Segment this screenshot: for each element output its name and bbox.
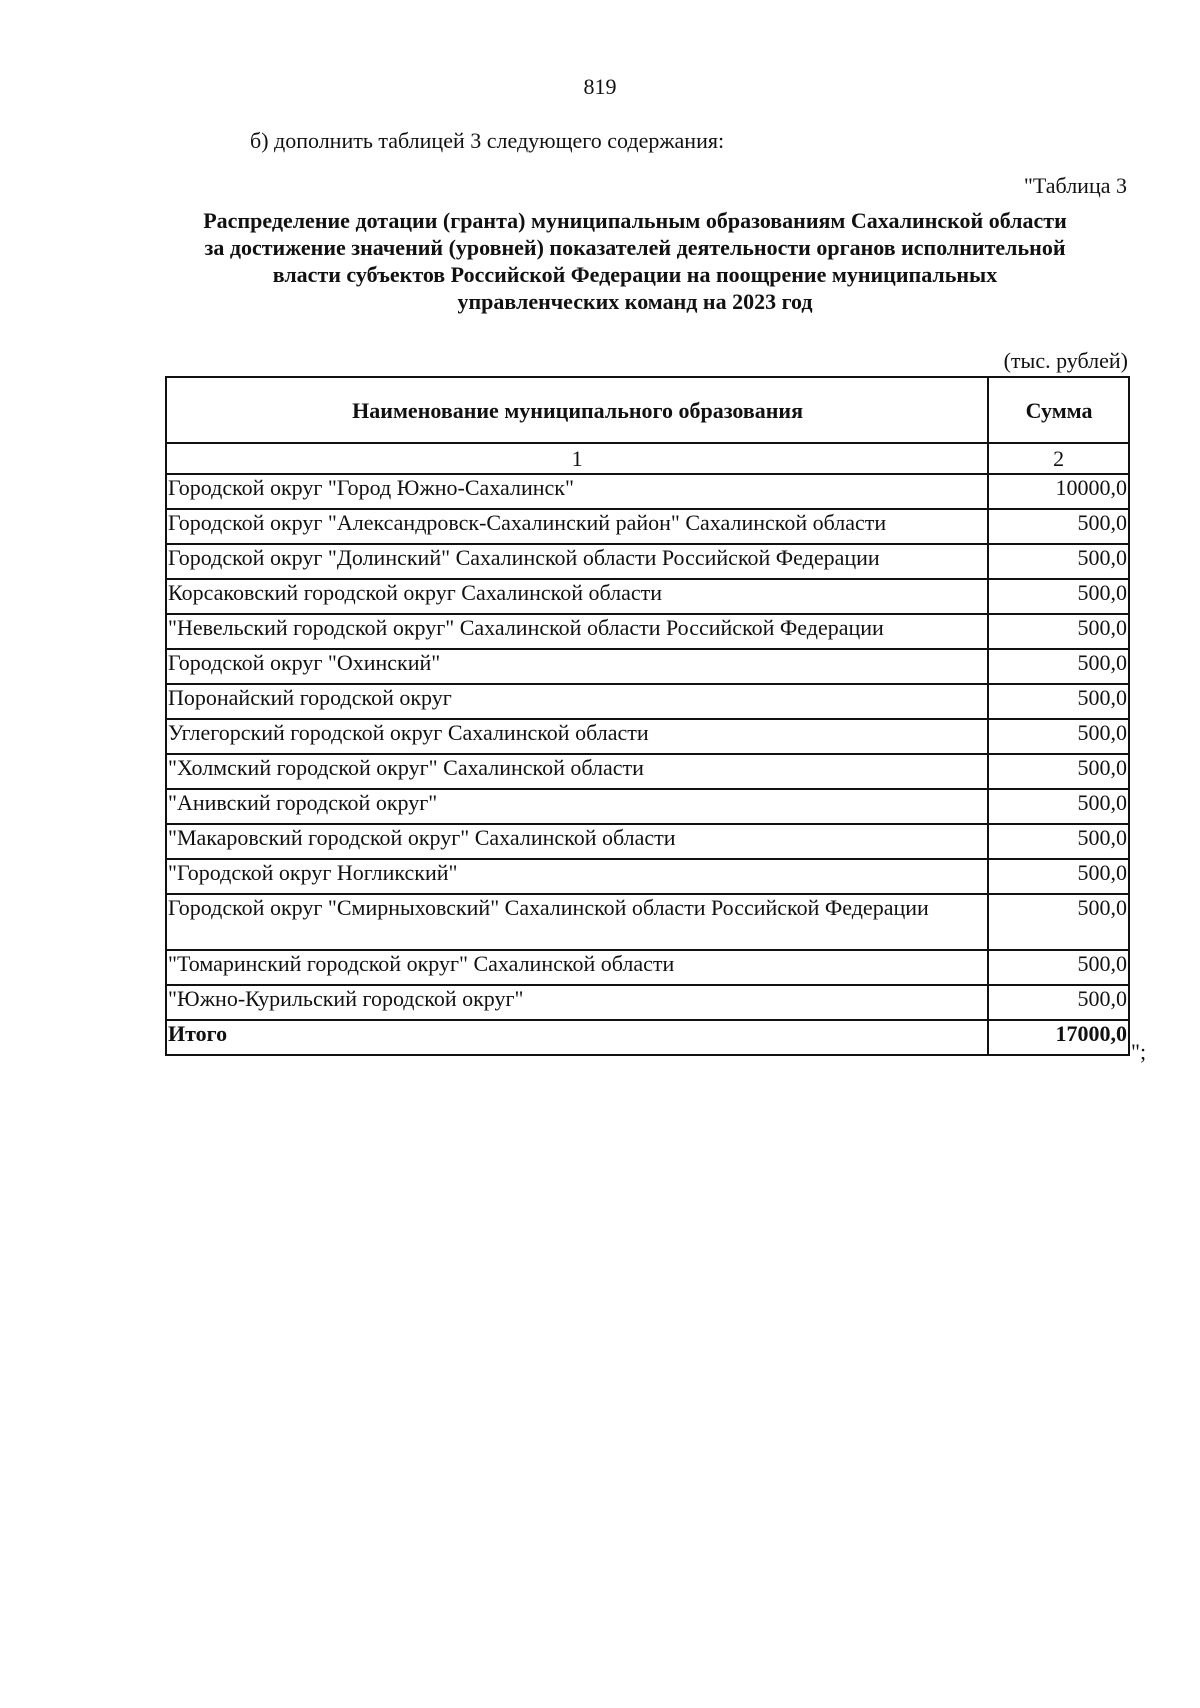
municipality-name: Городской округ "Смирныховский" Сахалинской области Российской Федерации — [166, 894, 988, 950]
heading-line: управленческих команд на 2023 год — [457, 289, 813, 314]
total-label: Итого — [166, 1020, 988, 1055]
table-row — [166, 579, 1129, 614]
amount-value: 500,0 — [988, 544, 1129, 579]
table-row — [166, 684, 1129, 719]
column-header-name: Наименование муниципального образования — [166, 377, 988, 443]
table-row — [166, 754, 1129, 789]
table-row — [166, 950, 1129, 985]
table-row — [166, 544, 1129, 579]
municipality-name: "Макаровский городской округ" Сахалинской области — [166, 824, 988, 859]
closing-quote-mark: "; — [1131, 1039, 1147, 1064]
units-label: (тыс. рублей) — [1003, 348, 1128, 373]
column-header-sum: Сумма — [988, 377, 1129, 443]
table-row — [166, 789, 1129, 824]
total-amount: 17000,0 — [988, 1020, 1129, 1055]
municipality-name: Городской округ "Долинский" Сахалинской области Российской Федерации — [166, 544, 988, 579]
amount-value: 500,0 — [988, 754, 1129, 789]
municipality-name: "Городской округ Ногликский" — [166, 859, 988, 894]
amount-value: 10000,0 — [988, 474, 1129, 509]
municipality-name: Городской округ "Александровск-Сахалинский район" Сахалинской области — [166, 509, 988, 544]
table-row — [166, 509, 1129, 544]
municipality-name: "Южно-Курильский городской округ" — [166, 985, 988, 1020]
amount-value: 500,0 — [988, 950, 1129, 985]
municipality-name: Корсаковский городской округ Сахалинской области — [166, 579, 988, 614]
table-row — [166, 719, 1129, 754]
amount-value: 500,0 — [988, 789, 1129, 824]
amount-value: 500,0 — [988, 579, 1129, 614]
municipality-name: "Невельский городской округ" Сахалинской области Российской Федерации — [166, 614, 988, 649]
grant-distribution-table — [165, 376, 1130, 1056]
table-caption: "Таблица 3 — [1023, 173, 1127, 198]
municipality-name: "Холмский городской округ" Сахалинской области — [166, 754, 988, 789]
table-row — [166, 614, 1129, 649]
heading-line: Распределение дотации (гранта) муниципальным образованиям Сахалинской области — [203, 208, 1067, 233]
total-row — [166, 1020, 1129, 1055]
amount-value: 500,0 — [988, 509, 1129, 544]
amount-value: 500,0 — [988, 985, 1129, 1020]
amount-value: 500,0 — [988, 649, 1129, 684]
heading-line: за достижение значений (уровней) показателей деятельности органов исполнительной — [204, 235, 1066, 260]
table-row — [166, 985, 1129, 1020]
amount-value: 500,0 — [988, 614, 1129, 649]
amount-value: 500,0 — [988, 684, 1129, 719]
amount-value: 500,0 — [988, 859, 1129, 894]
municipality-name: "Томаринский городской округ" Сахалинской области — [166, 950, 988, 985]
table-row — [166, 894, 1129, 950]
table-row — [166, 474, 1129, 509]
amount-value: 500,0 — [988, 719, 1129, 754]
municipality-name: Городской округ "Охинский" — [166, 649, 988, 684]
municipality-name: Поронайский городской округ — [166, 684, 988, 719]
column-number-row — [166, 443, 1129, 474]
table-row — [166, 649, 1129, 684]
municipality-name: "Анивский городской округ" — [166, 789, 988, 824]
municipality-name: Городской округ "Город Южно-Сахалинск" — [166, 474, 988, 509]
table-row — [166, 824, 1129, 859]
heading-line: власти субъектов Российской Федерации на поощрение муниципальных — [272, 262, 998, 287]
page-number: 819 — [583, 74, 617, 99]
intro-text: б) дополнить таблицей 3 следующего содержания: — [250, 128, 725, 153]
amount-value: 500,0 — [988, 824, 1129, 859]
amount-value: 500,0 — [988, 894, 1129, 950]
column-number: 2 — [988, 443, 1129, 474]
table-heading — [150, 207, 1120, 315]
column-number: 1 — [166, 443, 988, 474]
header-row — [166, 377, 1129, 443]
municipality-name: Углегорский городской округ Сахалинской области — [166, 719, 988, 754]
table-row — [166, 859, 1129, 894]
